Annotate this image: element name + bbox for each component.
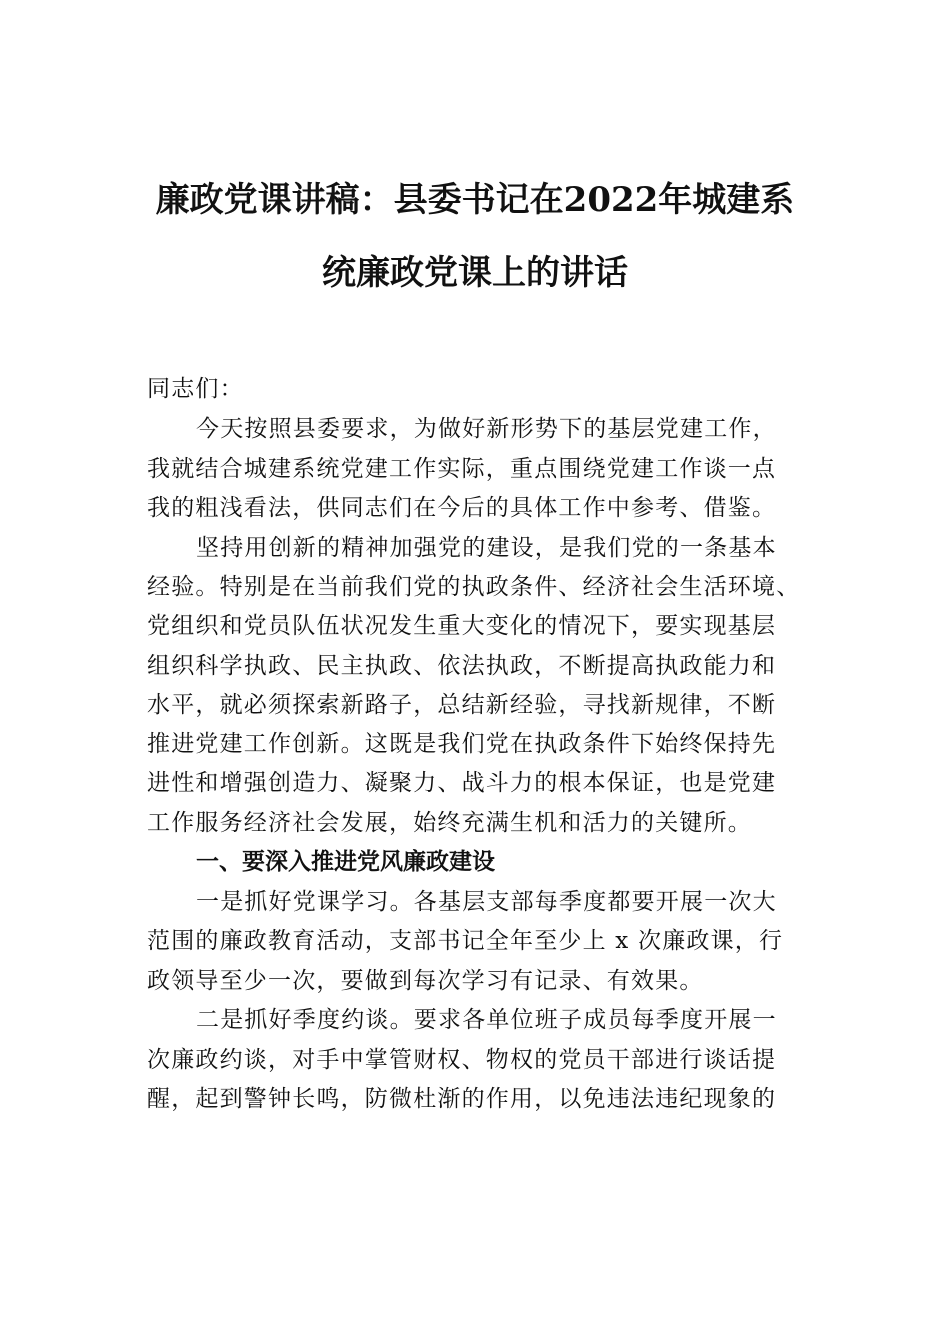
section-heading: 一、要深入推进党风廉政建设 [196, 849, 495, 875]
paragraph-line: 坚持用创新的精神加强党的建设，是我们党的一条基本 [196, 535, 777, 561]
paragraph-line: 二是抓好季度约谈。要求各单位班子成员每季度开展一 [196, 1007, 777, 1033]
paragraph-line: 次廉政约谈，对手中掌管财权、物权的党员干部进行谈话提 [147, 1047, 777, 1073]
paragraph-line: 政领导至少一次，要做到每次学习有记录、有效果。 [147, 968, 704, 994]
paragraph-line: 我就结合城建系统党建工作实际，重点围绕党建工作谈一点 [147, 456, 777, 482]
paragraph-line: 进性和增强创造力、凝聚力、战斗力的根本保证，也是党建 [147, 770, 777, 796]
paragraph-line: 推进党建工作创新。这既是我们党在执政条件下始终保持先 [147, 731, 777, 757]
salutation: 同志们： [147, 376, 244, 402]
paragraph-line: 范围的廉政教育活动，支部书记全年至少上 x 次廉政课，行 [147, 928, 784, 954]
paragraph-line: 组织科学执政、民主执政、依法执政，不断提高执政能力和 [147, 653, 777, 679]
paragraph-line: 今天按照县委要求，为做好新形势下的基层党建工作， [196, 416, 777, 442]
paragraph-line: 工作服务经济社会发展，始终充满生机和活力的关键所。 [147, 810, 752, 836]
paragraph-line: 醒，起到警钟长鸣，防微杜渐的作用，以免违法违纪现象的 [147, 1086, 777, 1112]
document-title-line-2: 统廉政党课上的讲话 [322, 253, 628, 293]
paragraph-line: 党组织和党员队伍状况发生重大变化的情况下，要实现基层 [147, 613, 777, 639]
paragraph-line: 水平，就必须探索新路子，总结新经验，寻找新规律，不断 [147, 692, 777, 718]
document-title-line-1: 廉政党课讲稿：县委书记在2022年城建系 [155, 180, 795, 220]
paragraph-line: 一是抓好党课学习。各基层支部每季度都要开展一次大 [196, 889, 777, 915]
paragraph-line: 我的粗浅看法，供同志们在今后的具体工作中参考、借鉴。 [147, 495, 777, 521]
paragraph-line: 经验。特别是在当前我们党的执政条件、经济社会生活环境、 [147, 574, 801, 600]
